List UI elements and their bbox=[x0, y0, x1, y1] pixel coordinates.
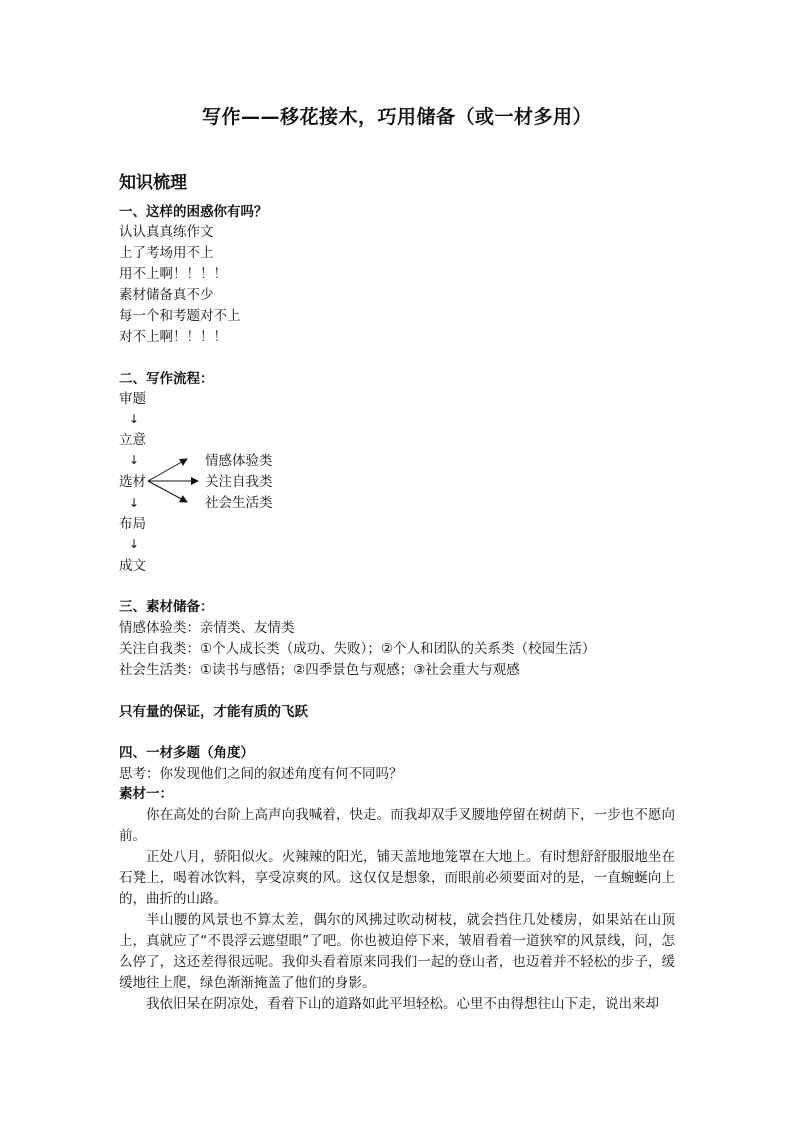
part1-line: 素材储备真不少 bbox=[119, 287, 214, 303]
part1-line: 对不上啊！！！！ bbox=[119, 329, 227, 345]
flow-step-xuancai: 选材 bbox=[119, 474, 146, 490]
flow-step-shenti: 审题 bbox=[119, 391, 146, 407]
part3-line: 关注自我类：①个人成长类（成功、失败）；②个人和团队的关系类（校园生活） bbox=[119, 641, 596, 657]
material-paragraph: 半山腰的风景也不算太差，偶尔的风拂过吹动树枝，就会挡住几处楼房，如果站在山顶上，真就应了“不畏浮云遮望眼”了吧。你也被迫停下来，皱眉看着一道狭窄的风景线，问，怎么停了，这还差得很远呢。我仰头看着原来同我们一起的登山者，也迈着并不轻松的步子，缓缓地往上爬，绿色渐渐掩盖了他们的身影。 bbox=[119, 912, 675, 991]
branch-arrow-up-icon bbox=[148, 459, 187, 481]
branch-guanzhu: 关注自我类 bbox=[205, 474, 273, 490]
branch-qinggan: 情感体验类 bbox=[205, 453, 273, 469]
part1-line: 认认真真练作文 bbox=[119, 224, 214, 240]
arrow-down-icon: ↓ bbox=[129, 496, 140, 510]
branch-shehui: 社会生活类 bbox=[205, 495, 273, 511]
arrow-down-icon: ↓ bbox=[129, 453, 140, 467]
section-heading: 知识梳理 bbox=[119, 173, 187, 193]
material-paragraph: 我依旧呆在阴凉处，看着下山的道路如此平坦轻松。心里不由得想往山下走，说出来却 bbox=[146, 996, 659, 1012]
flow-step-buju: 布局 bbox=[119, 516, 146, 532]
part1-heading: 一、这样的困惑你有吗？ bbox=[119, 204, 268, 220]
part1-line: 每一个和考题对不上 bbox=[119, 308, 241, 324]
part1-line: 用不上啊！！！！ bbox=[119, 266, 227, 282]
material-paragraph: 正处八月，骄阳似火。火辣辣的阳光，铺天盖地地笼罩在大地上。有时想舒舒服服地坐在石凳上，喝着冰饮料，享受凉爽的风。这仅仅是想象，而眼前必须要面对的是，一直蜿蜒向上的，曲折的山路。 bbox=[119, 849, 675, 907]
material-label: 素材一： bbox=[119, 786, 173, 802]
part3-line: 情感体验类：亲情类、友情类 bbox=[119, 620, 295, 636]
part4-heading: 四、一材多题（角度） bbox=[119, 745, 254, 761]
flow-step-chengwen: 成文 bbox=[119, 558, 146, 574]
material-paragraph: 你在高处的台阶上高声向我喊着，快走。而我却双手叉腰地停留在树荫下，一步也不愿向前。 bbox=[119, 807, 675, 844]
part1-line: 上了考场用不上 bbox=[119, 245, 214, 261]
flow-step-liyi: 立意 bbox=[119, 432, 146, 448]
arrow-down-icon: ↓ bbox=[129, 412, 140, 426]
arrow-down-icon: ↓ bbox=[129, 537, 140, 551]
branch-arrow-down-icon bbox=[148, 481, 187, 502]
motto: 只有量的保证，才能有质的飞跃 bbox=[119, 704, 308, 720]
part2-heading: 二、写作流程： bbox=[119, 371, 214, 387]
document-title: 写作——移花接木，巧用储备（或一材多用） bbox=[201, 106, 592, 128]
part4-question: 思考：你发现他们之间的叙述角度有何不同吗？ bbox=[119, 766, 403, 782]
branch-arrows-icon bbox=[145, 452, 201, 508]
part3-heading: 三、素材储备： bbox=[119, 599, 214, 615]
part3-line: 社会生活类：①读书与感悟；②四季景色与观感；③社会重大与观感 bbox=[119, 662, 520, 678]
